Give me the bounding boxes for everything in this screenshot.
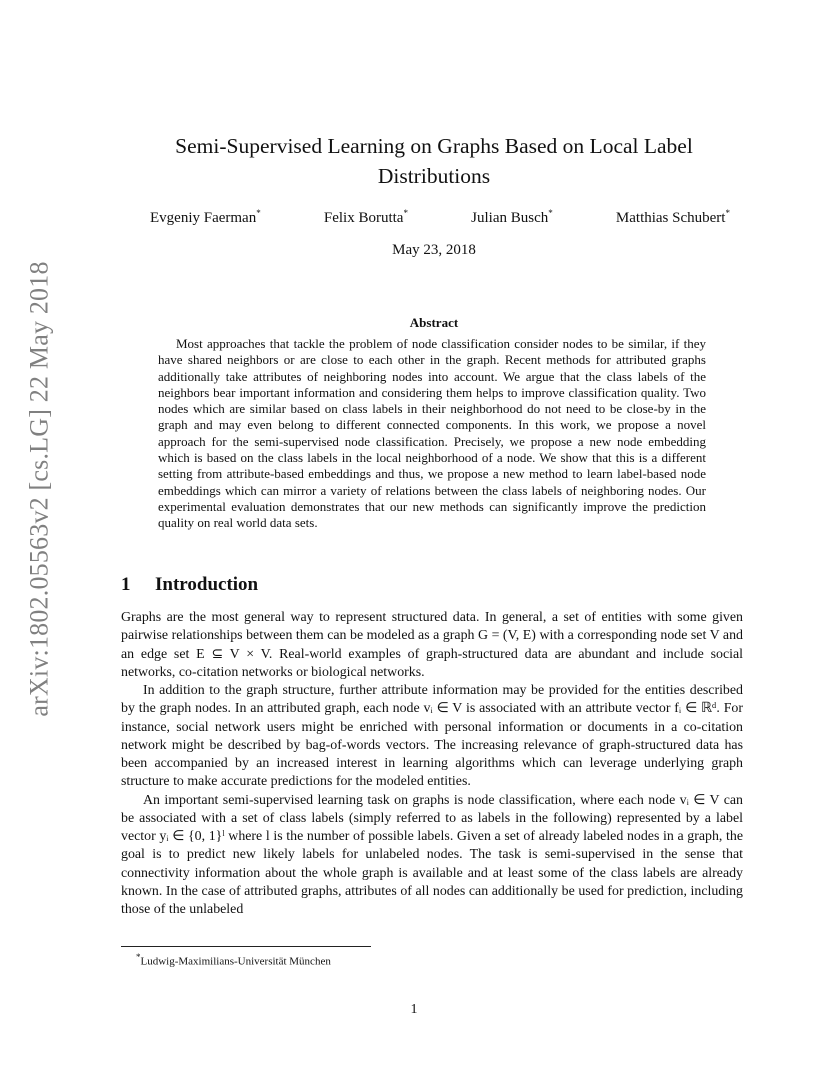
arxiv-stamp <box>20 261 60 717</box>
author-name: Evgeniy Faerman <box>150 210 257 226</box>
affiliation-mark: * <box>256 208 261 218</box>
author <box>150 208 261 227</box>
affiliation-mark: * <box>725 208 730 218</box>
author <box>324 208 408 227</box>
affiliation-mark: * <box>403 208 408 218</box>
author-name: Felix Borutta <box>323 210 404 226</box>
paragraph: An important semi-supervised learning task on graphs is node classification, where each node vᵢ ∈ V can be associated with a set of class labels (simply referred to as labels in the following) represented by a label vector yᵢ ∈ {0, 1}ˡ where l is the number of possible labels. Given a set of already labeled nodes in a graph, the goal is to predict new likely labels for unlabeled nodes. The task is semi-supervised in the sense that connectivity information about the whole graph is available and at least some of the class labels are already known. In the case of attributed graphs, attributes of all nodes can additionally be used for prediction, including those of the unlabeled <box>121 792 743 917</box>
paragraph: In addition to the graph structure, further attribute information may be provided for the entities described by the graph nodes. In an attributed graph, each node vᵢ ∈ V is associated with an attribute vector fᵢ ∈ ℝᵈ. For instance, social network users might be enriched with personal information or documents in a co-citation network might be described by bag-of-words vectors. The increasing relevance of graph-structured data has been accompanied by an increased interest in learning algorithms which can leverage underlying graph structure to make accurate predictions for the modeled entities. <box>121 683 743 790</box>
abstract-heading: Abstract <box>409 315 459 330</box>
footnote-text: Ludwig-Maximilians-Universität München <box>140 955 331 968</box>
abstract-text: Most approaches that tackle the problem of node classification consider nodes to be similar, if they have shared neighbors or are close to each other in the graph. Recent methods for attributed graphs additionally take attributes of neighboring nodes into account. We argue that the class labels of the neighbors bear important information and considering them helps to improve classification quality. Two nodes which are similar based on class labels in their neighborhood do not need to be close-by in the graph and may even belong to different connected components. In this work, we propose a novel approach for the semi-supervised node classification. Precisely, we propose a new node embedding which is based on the class labels in the local neighborhood of a node. We show that this is a different setting from attribute-based embeddings and thus, we propose a new method to learn label-based node embeddings which can mirror a variety of relations between the class labels of neighboring nodes. Our experimental evaluation demonstrates that our new methods can significantly improve the prediction quality on real world data sets. <box>158 336 706 531</box>
paper-title: Semi-Supervised Learning on Graphs Based on Local Label Distributions <box>175 134 693 188</box>
author-name: Julian Busch <box>471 210 549 226</box>
affiliation-mark: * <box>548 208 553 218</box>
paragraph: Graphs are the most general way to represent structured data. In general, a set of entities with some given pairwise relationships between them can be modeled as a graph G = (V, E) with a corresponding node set V and an edge set E ⊆ V × V. Real-world examples of graph-structured data are abundant and include social networks, co-citation networks or biological networks. <box>121 610 743 680</box>
section-number: 1 <box>121 574 131 595</box>
arxiv-stamp-text: arXiv:1802.05563v2 [cs.LG] 22 May 2018 <box>25 261 55 717</box>
footnote <box>136 952 331 968</box>
footnote-rule <box>121 946 371 947</box>
body-text <box>121 609 743 919</box>
footnote-mark: * <box>136 952 141 962</box>
author <box>471 208 553 227</box>
section-heading <box>121 574 258 596</box>
author-name: Matthias Schubert <box>615 210 726 226</box>
section-title: Introduction <box>155 574 259 595</box>
publication-date: May 23, 2018 <box>392 242 476 258</box>
page-number: 1 <box>410 1002 418 1017</box>
author <box>616 208 730 227</box>
author-list <box>150 208 730 227</box>
